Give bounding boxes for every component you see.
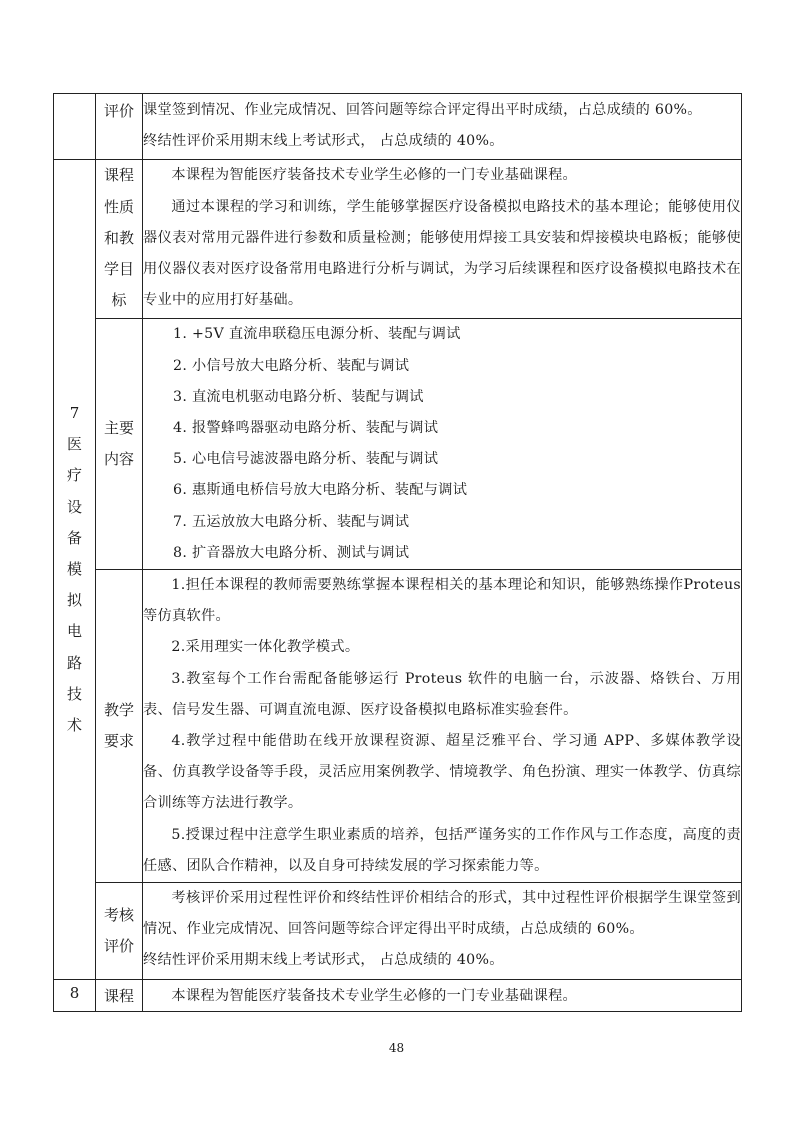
table-row-top-evaluation xyxy=(54,94,742,160)
course-name-char: 拟 xyxy=(66,591,82,610)
course-name-char: 疗 xyxy=(66,466,82,485)
label-line: 内容 xyxy=(103,450,134,469)
label-line: 评价 xyxy=(103,936,134,955)
table-row-requirements xyxy=(54,570,742,883)
course-name-char: 备 xyxy=(66,528,82,547)
table-row-nature xyxy=(54,160,742,319)
course-table xyxy=(53,93,742,1012)
list-item: 3. 直流电机驱动电路分析、装配与调试 xyxy=(173,388,424,405)
label-line: 教学 xyxy=(103,700,134,719)
list-item: 7. 五运放放大电路分析、装配与调试 xyxy=(173,513,410,530)
label-line: 性质 xyxy=(103,197,134,216)
label-line: 课程 xyxy=(103,986,134,1005)
content-items xyxy=(143,319,742,570)
label-line: 标 xyxy=(111,291,127,310)
course-name-char: 设 xyxy=(66,497,82,516)
course-7-number-cell xyxy=(54,160,96,979)
paragraph: 1.担任本课程的教师需要熟练掌握本课程相关的基本理论和知识，能够熟练操作Proteus 等仿真软件。 xyxy=(143,577,741,625)
label-line: 学目 xyxy=(103,260,134,279)
course-7-name-vertical xyxy=(54,398,95,741)
paragraph: 3.教室每个工作台需配备能够运行 Proteus 软件的电脑一台，示波器、烙铁台、万用表、信号发生器、可调直流电源、医疗设备模拟电路标准实验套件。 xyxy=(143,670,741,718)
page-number: 48 xyxy=(388,1041,405,1055)
label-line: 和教 xyxy=(103,228,134,247)
course-name-char: 电 xyxy=(66,622,82,641)
course-name-char: 医 xyxy=(66,435,82,454)
paragraph: 通过本课程的学习和训练，学生能够掌握医疗设备模拟电路技术的基本理论；能够使用仪器仪表对常用元器件进行参数和质量检测；能够使用焊接工具安装和焊接模块电路板；能够使用仪器仪表对医疗设备常用电路进行分析与调试，为学习后续课程和医疗设备模拟电路技术在专业中的应用打好基础。 xyxy=(143,198,741,309)
label-line: 主要 xyxy=(103,419,134,438)
number-cell-empty xyxy=(54,94,96,160)
label-assessment xyxy=(96,883,143,980)
label-evaluation xyxy=(96,94,143,160)
course-name-char: 模 xyxy=(66,559,82,578)
paragraph: 5.授课过程中注意学生职业素质的培养，包括严谨务实的工作作风与工作态度，高度的责任感、团队合作精神，以及自身可持续发展的学习探索能力等。 xyxy=(143,826,741,874)
course-number: 8 xyxy=(69,983,80,1002)
course-8-number-cell xyxy=(54,979,96,1011)
list-item: 8. 扩音器放大电路分析、测试与调试 xyxy=(173,544,410,561)
paragraph: 2.采用理实一体化教学模式。 xyxy=(171,639,360,656)
content-course-8 xyxy=(143,979,742,1011)
label-line: 课程 xyxy=(103,166,134,185)
table-row-assessment xyxy=(54,883,742,980)
paragraph: 4.教学过程中能借助在线开放课程资源、超星泛雅平台、学习通 APP、多媒体教学设备、仿真教学设备等手段，灵活应用案例教学、情境教学、角色扮演、理实一体教学、仿真综合训练等方法进行教学。 xyxy=(143,733,741,812)
paragraph: 终结性评价采用期末线上考试形式， 占总成绩的 40%。 xyxy=(143,952,504,969)
table-row-content xyxy=(54,319,742,570)
label-nature xyxy=(96,160,143,319)
label-course-8 xyxy=(96,979,143,1011)
paragraph: 考核评价采用过程性评价和终结性评价相结合的形式，其中过程性评价根据学生课堂签到情况、作业完成情况、回答问题等综合评定得出平时成绩，占总成绩的 60%。 xyxy=(143,890,741,938)
label-line: 要求 xyxy=(103,732,134,751)
list-item: 6. 惠斯通电桥信号放大电路分析、装配与调试 xyxy=(173,482,468,499)
content-assessment xyxy=(143,883,742,980)
paragraph: 本课程为智能医疗装备技术专业学生必修的一门专业基础课程。 xyxy=(171,987,578,1004)
content-nature xyxy=(143,160,742,319)
label-requirements xyxy=(96,570,143,883)
text-line: 终结性评价采用期末线上考试形式， 占总成绩的 40%。 xyxy=(143,133,504,150)
table-row-course-8 xyxy=(54,979,742,1011)
list-item: 5. 心电信号滤波器电路分析、装配与调试 xyxy=(173,451,439,468)
course-number: 7 xyxy=(69,403,80,422)
course-name-char: 术 xyxy=(66,715,82,734)
label-text: 评价 xyxy=(103,102,134,120)
course-name-char: 路 xyxy=(66,653,82,672)
paragraph: 本课程为智能医疗装备技术专业学生必修的一门专业基础课程。 xyxy=(171,167,578,184)
text-line: 课堂签到情况、作业完成情况、回答问题等综合评定得出平时成绩，占总成绩的 60%。 xyxy=(143,102,702,118)
list-item: 2. 小信号放大电路分析、装配与调试 xyxy=(173,357,410,374)
content-evaluation xyxy=(143,94,742,160)
list-item: 4. 报警蜂鸣器驱动电路分析、装配与调试 xyxy=(173,420,439,437)
label-line: 考核 xyxy=(103,905,134,924)
label-content xyxy=(96,319,143,570)
content-requirements xyxy=(143,570,742,883)
course-name-char: 技 xyxy=(66,684,82,703)
list-item: 1. +5V 直流串联稳压电源分析、装配与调试 xyxy=(173,326,461,343)
